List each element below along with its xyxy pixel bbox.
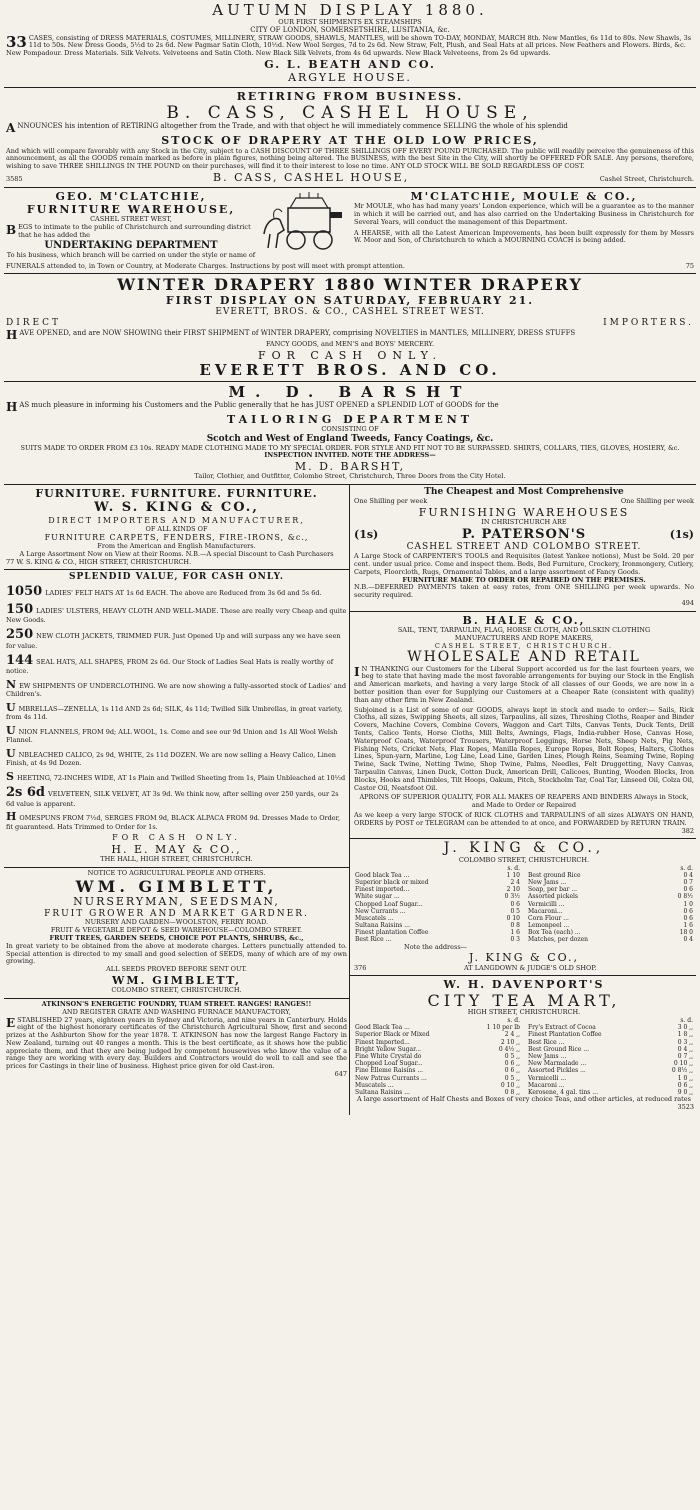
price-value: 0 6 [683,914,693,922]
price-item: Kerosene, 4 gal. tins ... [528,1088,598,1096]
price-value: 0 10 ,, [500,1081,520,1089]
price-row [527,915,694,922]
price-item: Box Tea (each) ... [528,929,581,937]
price-row [354,929,521,936]
price-row [527,908,694,915]
price-value: 1 10 [506,871,520,879]
ad-text: AVE OPENED, and are NOW SHOWING their FIRST SHIPMENT of WINTER DRAPERY, comprising NOVELTIES in MANTLES, MILLINERY, DRESS STUFFS [19,328,576,337]
ad-week-left: One Shilling per week [354,496,428,505]
ad-text: SUITS MADE TO ORDER FROM £3 10s. READY MADE CLOTHING MADE TO MY SPECIAL ORDER. FOR STYLE AND FIT NOT TO BE SURPASSED. SHIRTS, COLLARS, TIES, GLOVES, HOSIERY, &c. [20,443,680,452]
price-item: Best Rice ... [528,1038,565,1046]
price-value: 2 10 ,, [500,1038,520,1046]
ad-title: FURNITURE WAREHOUSE, [26,203,236,217]
price-item: Vermicilli ... [528,900,565,908]
ad-address: Cashel Street, Christchurch. [599,174,694,183]
price-value: 0 8 [510,922,520,930]
ad-text: FURNITURE MADE TO ORDER OR REPAIRED ON THE PREMISES. [402,575,646,584]
ad-text: A HEARSE, with all the Latest American Improvements, has been built expressly for them by Messrs W. Moor and Son, of Christchurch to which a MOURNING COACH is being added. [354,228,694,245]
price-value: 0 8 ,, [504,1088,520,1096]
may-list-item [6,747,347,768]
ad-trade: MANUFACTURERS AND ROPE MAKERS, [454,633,594,642]
ad-title: The Cheapest and Most Comprehensive [424,487,624,498]
ad-title: RETIRING FROM BUSINESS. [236,90,464,104]
ad-davenport [350,976,696,1114]
ad-subtitle: FIRST DISPLAY ON SATURDAY, FEBRUARY 21. [165,294,535,308]
ad-footer: FUNERALS attended to, in Town or Country, at Moderate Charges. Instructions by post will meet with prompt attention. [6,261,405,270]
may-item-text: EW SHIPMENTS OF UNDERCLOTHING. We are now showing a fully-assorted stock of Ladies' and Children's. [6,681,347,699]
ad-text: A Large Stock of CARPENTER'S TOOLS and Requisites (latest Yankee notions), Must be Sold. 20 per cent. under usual price. Come and inspect them. Beds, Bed Furniture, Crockery, Ironmongery, Cutlery, Carpets, Floorcloth, Rugs, Ornamental Tables, and a large assortment of Fancy Goods. [354,552,694,576]
may-item-number: U [6,700,16,714]
price-row [527,872,694,879]
price-value: 18 0 [679,929,693,937]
price-value: 1 0 ,, [677,1074,693,1082]
price-item: Matches, per dozen [528,936,588,944]
ad-text: N THANKING our Customers for the Liberal Support accorded us for the last fourteen years, we beg to state that having made the most favorable arrangements for buying our Stock in the English and American markets, and having a very large Stock of all classes of our Goods, we are now in a better position than ever for Supplying our Customers at a Cheaper Rate (consistent with quality) than any other firm in New Zealand. [354,664,694,704]
ad-footer: A large assortment of Half Chests and Boxes of very choice Teas, and other articles, at reduced rates [357,1095,691,1104]
ad-firm: M'CLATCHIE, MOULE & CO., [410,190,638,204]
price-item: Good black Tea ... [355,871,410,879]
price-item: Superior black or mixed [355,878,429,886]
price-item: White sugar ... [355,893,400,901]
price-value: 0 6 [683,907,693,915]
ad-address: Tailor, Clothier, and Outfitter, Colombo Street, Christchurch, Three Doors from the City Hotel. [194,472,506,481]
price-item: Lemonpeel ... [528,922,570,930]
ad-everett [4,274,696,382]
price-row [354,1024,521,1031]
ad-text: CASES, consisting of DRESS MATERIALS, COSTUMES, MILLINERY, STRAW GOODS, SHAWLS, MANTLES, will be shown TO-DAY, MONDAY, MARCH 8th. New Mantles, 6s 11d to 80s. New Shawls, 3s 11d to 50s. New Dress Goods, 5½d to 2s 6d. New Pagmar Satin Cloth, 10½d. New Wool Serges, 7d to 2s 6d. New Straw, Felt, Plush, and Seal Hats at all prices. New Feathers and Flowers. Birds, &c. New Pompadour. Dress Materials. Silk Velvets. Velveteens and Satin Cloth. New Black Silk Velvets, from 4s 6d upwards. New Black Velveteens, from 2s 6d upwards. [6,33,692,58]
ad-text: Mr MOULE, who has had many years' London experience, which will be a guarantee as to the manner in which it will be carried out, and has also carried on the Undertaking Business in Christchurch for Several Years, will conduct the management of this Department. [354,202,694,226]
ad-text: DIRECT IMPORTERS AND MANUFACTURER, [48,515,305,525]
ad-name: J. KING & CO., [443,840,605,857]
may-list-item [6,584,347,600]
price-row [354,886,521,893]
ad-text: In great variety to be obtained from the above at moderate charges. Letters punctually attended to. Special attention is directed to my small and good selection of SEEDS, many of which are of my own growing. [6,941,347,966]
price-item: Macaroni ... [528,1081,565,1089]
price-item: Finest Plantation Coffee [528,1031,602,1039]
price-item: Finest plantation Coffee [355,929,429,937]
price-value: 2 4 ,, [504,1031,520,1039]
price-item: New Patras Currants ... [355,1074,427,1082]
sd-header: s. d. [507,864,520,872]
ad-signature: WM. GIMBLETT, [112,973,241,987]
price-row [527,1024,694,1031]
price-item: Macaroni... [528,907,563,915]
price-row [354,1082,521,1089]
may-item-text: OMESPUNS FROM 7½d, SERGES FROM 9d, BLACK ALPACA FROM 9d. Dresses Made to Order, fit guaranteed. Hats Trimmed to Order for 1s. [6,814,341,831]
price-item: Soap, per bar ... [528,886,578,894]
ad-address: CASHEL STREET AND COLOMBO STREET. [406,542,642,553]
sd-header: s. d. [507,1017,520,1025]
price-row [354,893,521,900]
ad-text: N.B.—DEFERRED PAYMENTS taken at easy rates, from ONE SHILLING per week upwards. No security required. [354,583,694,600]
may-list-item [6,785,347,808]
drop-cap: B [6,223,17,238]
may-item-text: MBRELLAS—ZENELLA, 1s 11d AND 2s 6d; SILK, 4s 11d; Twilled Silk Umbrellas, in great variety, from 4s 11d. [6,704,343,722]
ad-number: 33 [6,32,27,51]
ad-j-king [350,839,696,976]
may-item-text: LADIES' ULSTERS, HEAVY CLOTH AND WELL-MADE. These are really very Cheap and quite New Goods. [6,606,347,625]
price-item: Chopped Loaf Sugar... [355,1060,423,1068]
ad-firm: H. E. MAY & CO., [111,842,242,856]
ad-firm: EVERETT BROS. AND CO. [199,360,501,379]
price-item: Fry's Extract of Cocoa [528,1024,596,1032]
price-item: Good Black Tea ... [355,1024,410,1032]
may-list-item [6,653,347,676]
ad-direct: DIRECT [6,318,62,329]
ad-ref: 494 [681,598,694,607]
ad-text: EGS to intimate to the public of Christchurch and surrounding district that he has added the [18,223,251,240]
may-item-number: 150 [6,601,34,617]
price-value: 0 5 [510,907,520,915]
price-value: 0 8½ ,, [671,1067,693,1075]
price-row [527,929,694,936]
ad-text: FURNITURE CARPETS, FENDERS, FIRE-IRONS, &c., [44,533,309,543]
price-value: 0 6 ,, [504,1060,520,1068]
price-row [354,879,521,886]
left-column [4,485,350,1115]
price-value: 0 6 ,, [504,1067,520,1075]
ad-ref: 75 [685,261,694,270]
ad-text: AS much pleasure in informing his Customers and the Public generally that he has JUST OPENED a SPLENDID LOT of GOODS for the [19,400,499,409]
ad-firm: G. L. BEATH AND CO. [264,58,436,72]
ad-dept: TAILORING DEPARTMENT [226,412,473,426]
ad-text: CONSISTING OF [321,425,379,433]
ad-note: Note the address— [404,942,468,951]
ad-text: FRUIT & VEGETABLE DEPOT & SEED WAREHOUSE—COLOMBO STREET. [50,926,303,935]
ad-firmline: EVERETT, BROS. & CO., CASHEL STREET WEST. [215,307,485,318]
drop-cap: I [354,664,360,679]
price-row [354,1075,521,1082]
ad-notice: NOTICE TO AGRICULTURAL PEOPLE AND OTHERS. [87,868,266,877]
ad-cash: FOR CASH ONLY. [258,348,442,362]
price-value: 1 6 [510,929,520,937]
ad-mclatchie [4,188,696,274]
may-item-number: S [6,769,14,783]
may-item-number: H [6,810,17,824]
may-item-number: U [6,723,16,737]
ad-address: CASHEL STREET WEST, [90,215,172,224]
sd-header: s. d. [680,1017,693,1025]
ad-subtitle: AND REGISTER GRATE AND WASHING FURNACE MANUFACTORY, [62,1007,291,1016]
price-value: 0 3 [510,936,520,944]
price-value: 3 0 ,, [677,1024,693,1032]
ad-text: Subjoined is a List of some of our GOODS, always kept in stock and made to order:— Sails, Rick Cloths, all sizes, Swipping Sheets, all sizes, Tarpaulins, all sizes, Threshing Cloths, Reaper and Binder Covers, Machine Covers, Combine Covers, Waggon and Cart Tilts, Canvas Tents, Duck Tents, Drill Tents, Calico Tents, Horse Cloths, Mill Belts, Awnings, Flags, India-rubber Hose, Canvas Hose, Waterproof Coats, Waterproof Trousers, Waterproof Leggings, Horse Nets, Sheep Nets, Pig Nets, Fishing Nets, Cricket Nets, Flax Ropes, Manilla Ropes, Europe Ropes, Bolt Ropes, Halters, Clothes Lines, Spun-yarn, Marline, Log Line, Lead Line, Garden Lines, Plough Reins, Seaming Twine, Roping Twine, Sack Twine, Netting Twine, Shop Twine, Palms, Needles, Felt Druggetting, Navy Canvas, Tarpaulin Canvas, Linen Duck, Cotton Duck, American Drill, Calicoes, Bunting, Wooden Blocks, Iron Blocks, Hooks and Thimbles, Tilt Hoops, Oakum, Pitch, Stockholm Tar, Coal Tar, Linseed Oil, Colza Oil, Castor Oil, Neatsfoot Oil. [354,705,694,792]
ad-firm: J. KING & CO., [468,951,580,965]
price-row [527,1082,694,1089]
price-value: 0 7 ,, [677,1052,693,1060]
ad-title: FURNITURE. FURNITURE. FURNITURE. [35,487,318,501]
ad-text: A Large Assortment Now on View at their Rooms. N.B.—A special Discount to Cash Purchasers [19,549,334,558]
two-column-section [4,485,696,1115]
ad-signature: M. D. BARSHT, [294,460,406,474]
price-row [527,893,694,900]
price-value: 0 5 ,, [504,1052,520,1060]
price-row [527,901,694,908]
price-value: 0 10 [506,914,520,922]
price-row [527,879,694,886]
ad-barsht [4,382,696,485]
ad-cash: FOR CASH ONLY. [112,833,241,843]
drop-cap: A [6,121,16,136]
price-item: Sultana Raisins ... [355,1088,410,1096]
ad-wholesale: WHOLESALE AND RETAIL [407,649,641,666]
ad-address: THE HALL, HIGH STREET, CHRISTCHURCH. [100,855,253,864]
hearse-illustration-icon [260,190,350,256]
ad-title: SPLENDID VALUE, FOR CASH ONLY. [68,572,285,583]
price-row [527,1075,694,1082]
ad-name: WM. GIMBLETT, [75,876,278,896]
ad-stock-line: STOCK OF DRAPERY AT THE OLD LOW PRICES, [161,134,539,148]
ad-subtitle: CITY OF LONDON, SOMERSETSHIRE, LUSITANIA, &c. [250,26,450,35]
ad-he-may [4,570,349,868]
may-item-number: 2s 6d [6,785,46,801]
price-value: 0 10 ,, [673,1060,693,1068]
price-item: Muscatels ... [355,914,394,922]
may-item-number: 1050 [6,584,43,600]
may-item-text: NEW CLOTH JACKETS, TRIMMED FUR. Just Opened Up and will surpass any we have seen for value. [6,632,341,650]
price-row [354,1053,521,1060]
price-value: 1 6 [683,922,693,930]
ad-address: AT LANGDOWN & JUDGE'S OLD SHOP. [463,963,597,972]
ad-shilling-right: (1s) [669,527,694,541]
ad-title: AUTUMN DISPLAY 1880. [212,1,488,19]
ad-trade: NURSERYMAN, SEEDSMAN, [73,895,280,909]
price-value: 1 0 [683,900,693,908]
price-row [527,1060,694,1067]
ad-autumn-display [4,0,696,88]
ad-text: OF ALL KINDS OF [145,524,208,533]
davenport-price-table-right [527,1017,694,1096]
ad-text: As we keep a very large STOCK of RICK CLOTHS and TARPAULINS of all sizes ALWAYS ON HAND, ORDERS by POST or TELEGRAM can be attended to at once, and FORWARDED by RETURN TRAIN. [354,811,694,827]
price-value: 0 4 ,, [677,1045,693,1053]
price-value: 0 4 [683,936,693,944]
ad-ref: 3585 [6,174,23,183]
ad-name: B. CASS, CASHEL HOUSE, [166,102,534,123]
price-row [527,886,694,893]
davenport-price-table-left [354,1017,521,1096]
price-item: Chopped Loaf Sugar... [355,900,423,908]
price-item: Best ground Rice [528,871,581,879]
price-item: Best Ground Rice ... [528,1045,590,1053]
ad-text: FRUIT TREES, GARDEN SEEDS, CHOICE POT PLANTS, SHRUBS, &c., [49,933,304,942]
ad-text: ALL SEEDS PROVED BEFORE SENT OUT. [106,965,247,974]
may-list-item [6,724,347,745]
may-list-item [6,678,347,699]
price-row [354,908,521,915]
ad-name: W. H. DAVENPORT'S [443,978,605,992]
may-item-list [6,584,347,831]
ad-name: P. PATERSON'S [461,526,587,542]
ad-text: NURSERY AND GARDEN—WOOLSTON, FERRY ROAD. [84,918,269,927]
price-row [527,936,694,943]
price-value: 2 4 [510,878,520,886]
ad-ref: 3523 [677,1102,694,1111]
ad-address: HIGH STREET, CHRISTCHURCH. [467,1008,581,1017]
ad-text: FANCY GOODS, and MEN'S and BOYS' MERCERY. [265,339,435,348]
jking-price-table-left [354,865,521,944]
price-row [527,1053,694,1060]
ad-ware: FURNISHING WAREHOUSES [418,505,630,519]
price-item: New Jams ... [528,1052,567,1060]
price-row [527,922,694,929]
price-value: 0 8½ [677,893,693,901]
price-item: Assorted Pickles ... [528,1067,586,1075]
ad-text: From the American and English Manufacturers. [97,541,256,550]
sd-header: s. d. [680,864,693,872]
ad-house: ARGYLE HOUSE. [288,71,412,85]
ad-ws-king [4,485,349,570]
price-item: Assorted pickels [528,893,578,901]
ad-hale [350,612,696,840]
price-value: 0 4½ ,, [498,1045,520,1053]
price-value: 0 6 [510,900,520,908]
price-row [527,1067,694,1074]
may-item-text: HEETING, 72-INCHES WIDE, AT 1s Plain and Twilled Sheeting from 1s, Plain Unbleached at 10½d [16,773,346,782]
price-item: Finest imported... [355,886,410,894]
ad-text: And which will compare favorably with any Stock in the City, subject to a CASH DISCOUNT OF THREE SHILLINGS OFF EVERY POUND PURCHASED. The public will readily perceive the genuineness of this announcement, as all the GOODS remain marked as before in plain figures, nothing being altered. The BUSINESS, with the best Site in the City, will shortly be OFFERED FOR SALE. Any persons, therefore, wishing to save THREE SHILLINGS IN THE POUND on their purchases, will find it to their interest to lose no time. ANY OLD STOCK WILL BE SOLD REGARDLESS OF COST. [6,146,694,171]
ad-body [6,121,694,136]
price-item: Vermicelli ... [528,1074,567,1082]
price-item: New Marmalade ... [528,1060,587,1068]
price-row [527,1031,694,1038]
ad-goods: Scotch and West of England Tweeds, Fancy Coatings, &c. [206,433,494,444]
ad-title: ATKINSON'S ENERGETIC FOUNDRY, TUAM STREET. RANGES! RANGES!! [41,999,312,1008]
may-item-text: VELVETEEN, SILK VELVET, AT 3s 9d. We think now, after selling over 250 yards, our 2s 6d value is apparent. [6,790,339,808]
may-item-text: NION FLANNELS, FROM 9d; ALL WOOL, 1s. Come and see our 9d Union and 1s All Wool Welsh Flannel. [6,727,338,745]
ad-title: CITY TEA MART, [427,990,621,1010]
price-item: Fine Elleme Raisins ... [355,1067,424,1075]
ad-trade: SAIL, TENT, TARPAULIN, FLAG, HORSE CLOTH, AND OILSKIN CLOTHING [397,625,651,634]
price-value: 0 5 ,, [504,1074,520,1082]
may-list-item [6,602,347,625]
may-item-number: 144 [6,652,34,668]
price-value: 0 3 ,, [677,1038,693,1046]
price-item: Sultana Raisins ... [355,922,410,930]
may-item-text: NBLEACHED CALICO, 2s 9d, WHITE, 2s 11d DOZEN. We are now selling a Heavy Calico, Linen Finish, at 4s 9d Dozen. [6,750,336,768]
price-value: 1 8 ,, [677,1031,693,1039]
ad-text: STABLISHED 27 years, eighteen years in Sydney and Victoria, and nine years in Canterbury. Holds eight of the highest honorary certificates of the Christchurch Agricultural Show, first and second prizes at the Ashburton Show for the year 1878. T. ATKINSON has now the largest Range Factory in New Zealand, turning out 40 ranges a month. This is the best certificate, as it shows how the public appreciate them, and that they are being judged by competent housewives who know the value of a range they are working with every day. Builders and Contractors would do well to call and see the prices for Castings in their line of business. Highest price given for old Cast-iron. [6,1015,347,1071]
right-column [350,485,696,1115]
ad-name: W. S. KING & CO., [94,500,259,516]
price-row [527,1046,694,1053]
newspaper-page [4,0,696,1115]
price-item: Finest Imported... [355,1038,410,1046]
ad-subtitle: OUR FIRST SHIPMENTS EX STEAMSHIPS [278,17,422,26]
may-list-item [6,701,347,722]
ad-ref: 647 [334,1070,347,1079]
ad-name: B. HALE & CO., [462,613,586,627]
price-row [354,901,521,908]
price-item: Superior Black or Mixed [355,1031,430,1039]
price-item: New Jams ... [528,878,567,886]
price-value: 0 6 [683,886,693,894]
may-list-item [6,810,347,831]
ad-name: GEO. M'CLATCHIE, [55,190,207,204]
ad-cass [4,88,696,188]
ad-address: COLOMBO STREET, CHRISTCHURCH. [111,986,242,995]
price-value: 0 6 ,, [677,1081,693,1089]
ad-footer [6,171,694,184]
ad-ref: 376 [354,963,367,972]
ad-name: M. D. BARSHT [228,383,472,402]
price-value: 0 4 [683,871,693,879]
may-list-item [6,770,347,783]
price-item: Muscatels ... [355,1081,394,1089]
price-value: 0 7 [683,878,693,886]
drop-cap: H [6,327,18,342]
ad-shilling-left: (1s) [354,527,379,541]
ad-trade: FRUIT GROWER AND MARKET GARDNER. [44,908,309,919]
ad-firm: B. CASS, CASHEL HOUSE, [213,170,410,184]
price-row [354,915,521,922]
may-item-text: SEAL HATS, ALL SHAPES, FROM 2s 6d. Our Stock of Ladies Seal Hats is really worthy of notice. [6,657,334,676]
ad-dept: UNDERTAKING DEPARTMENT [44,239,218,251]
ad-gimblett [4,868,349,999]
price-value: 1 10 per lb [486,1024,520,1032]
price-value: 2 10 [506,886,520,894]
drop-cap: H [6,399,18,414]
price-row [354,1039,521,1046]
ad-footer: 77 W. S. KING & CO., HIGH STREET, CHRISTCHURCH. [6,557,192,566]
ad-text: NNOUNCES his intention of RETIRING altogether from the Trade, and with that object he will immediately commence SELLING the whole of his splendid [17,122,568,131]
ad-body [6,32,694,58]
ad-week-right: One Shilling per week [620,496,694,505]
ad-paterson [350,485,696,612]
ad-address: COLOMBO STREET, CHRISTCHURCH. [458,855,590,864]
price-row [354,1060,521,1067]
may-item-text: LADIES' FELT HATS AT 1s 6d EACH. The above are Reduced from 3s 6d and 5s 6d. [45,589,322,598]
ad-text: To his business, which branch will be carried on under the style or name of [6,250,256,259]
drop-cap: E [6,1015,16,1030]
price-item: Corn Flour ... [528,914,569,922]
price-value: 9 0 ,, [677,1088,693,1096]
ad-ref: 382 [681,826,694,835]
ad-title: WINTER DRAPERY 1880 WINTER DRAPERY [117,275,583,295]
may-list-item [6,627,347,650]
price-item: New Currants ... [355,907,406,915]
price-row [354,922,521,929]
price-row [527,1039,694,1046]
price-item: Fine White Crystal do [355,1052,422,1060]
ad-invite: INSPECTION INVITED. NOTE THE ADDRESS— [264,451,436,460]
ad-text: APRONS OF SUPERIOR QUALITY, FOR ALL MAKES OF REAPERS AND BINDERS Always in Stock, and Made to Order or Repaired [359,793,689,810]
ad-text: IN CHRISTCHURCH ARE [481,517,567,526]
ad-importers: IMPORTERS. [603,318,694,329]
may-item-number: 250 [6,627,34,643]
may-item-number: U [6,746,16,760]
price-value: 0 3½ [504,893,520,901]
price-row [354,1031,521,1038]
price-item: Bright Yellow Sugar... [355,1045,422,1053]
may-item-number: N [6,677,17,691]
ad-address: CASHEL STREET, CHRISTCHURCH. [434,641,614,650]
ad-atkinson [4,999,349,1082]
price-row [354,872,521,879]
price-item: Best Rice ... [355,936,392,944]
jking-price-table-right [527,865,694,944]
price-row [354,1067,521,1074]
price-row [354,1046,521,1053]
